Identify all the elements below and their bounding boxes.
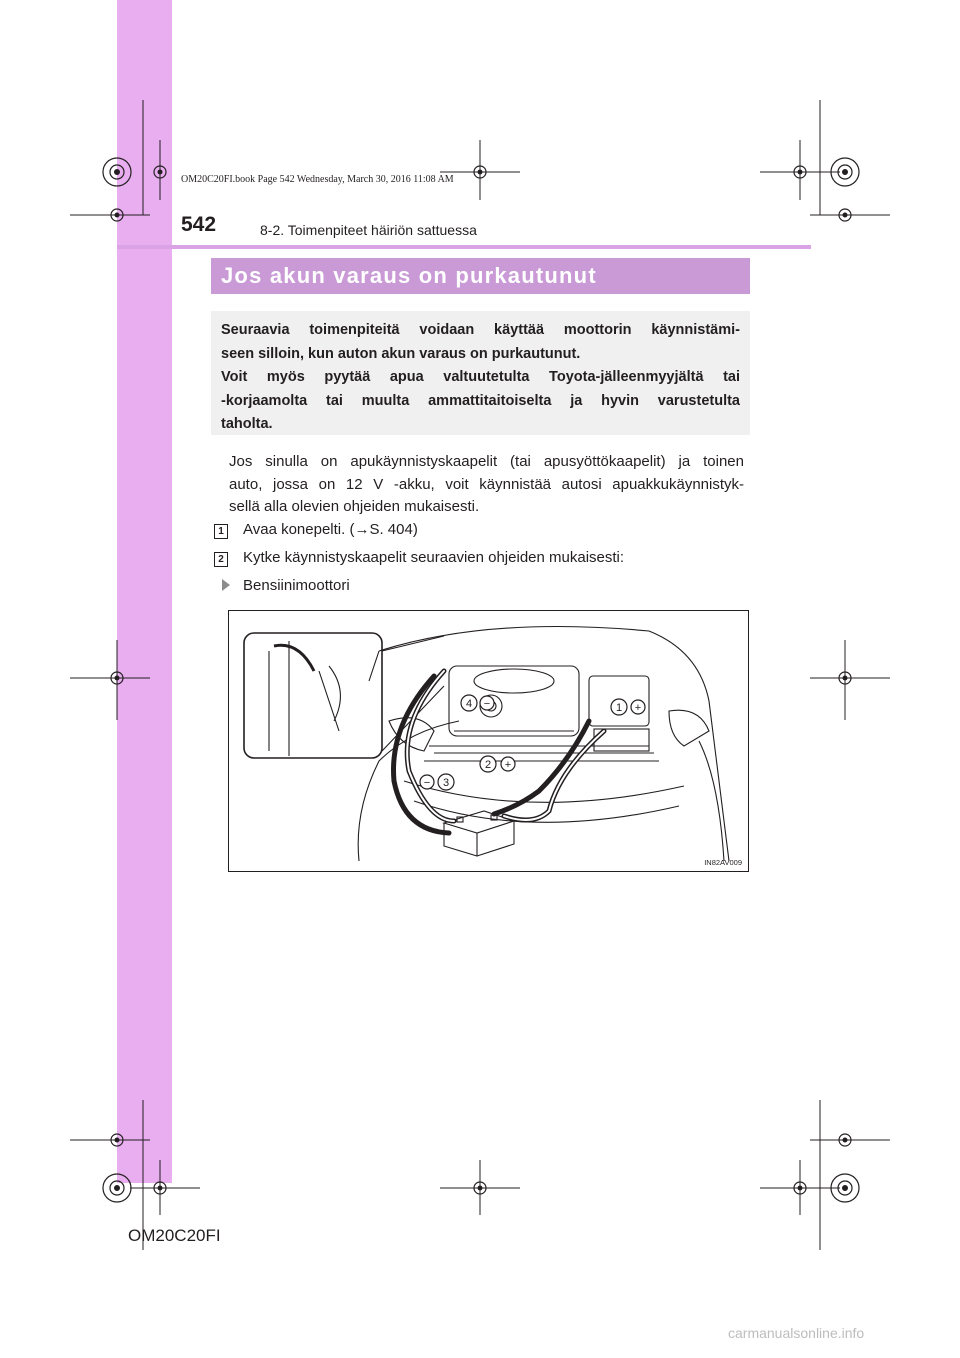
intro-line: -korjaamolta tai muulta ammattitaitoiselta ja hyvin varustetulta [221, 392, 740, 409]
callout-4: 4 [465, 698, 473, 710]
intro-line: seen silloin, kun auton akun varaus on purkautunut. [221, 345, 581, 362]
intro-line: taholta. [221, 416, 273, 432]
polarity-plus-2: + [504, 759, 512, 771]
polarity-minus-4: − [483, 698, 491, 710]
callout-3: 3 [442, 777, 450, 789]
bullet-label: Bensiinimoottori [243, 577, 350, 594]
page-number: 542 [181, 213, 217, 236]
bullet-arrow-icon [222, 579, 230, 591]
step-number-2: 2 [214, 552, 228, 567]
step-number-1: 1 [214, 524, 228, 539]
section-title: Jos akun varaus on purkautunut [211, 258, 750, 294]
callout-1: 1 [615, 702, 623, 714]
step-text-2: Kytke käynnistyskaapelit seuraavien ohjeiden mukaisesti: [243, 549, 625, 566]
callout-2: 2 [484, 759, 492, 771]
jump-start-illustration [228, 610, 749, 872]
engine-bay-drawing [229, 611, 748, 871]
polarity-minus-3: − [423, 777, 431, 789]
body-line: sellä alla olevien ohjeiden mukaisesti. [229, 498, 480, 515]
header-rule [117, 245, 811, 249]
watermark: carmanualsonline.info [728, 1325, 865, 1341]
footer-code: OM20C20FI [128, 1226, 221, 1245]
running-head: 8-2. Toimenpiteet häiriön sattuessa [260, 222, 477, 238]
intro-line: Seuraavia toimenpiteitä voidaan käyttää moottorin käynnistämi- [221, 322, 740, 338]
body-paragraph [229, 451, 744, 519]
book-info: OM20C20FI.book Page 542 Wednesday, March 30, 2016 11:08 AM [181, 174, 454, 185]
figure-code: IN82AV009 [704, 858, 742, 867]
intro-line: Voit myös pyytää apua valtuutetulta Toyota-jälleenmyyjältä tai [221, 369, 740, 385]
body-line: Jos sinulla on apukäynnistyskaapelit (tai apusyöttökaapelit) ja toinen [229, 453, 744, 470]
polarity-plus-1: + [634, 702, 642, 714]
intro-box [211, 311, 750, 435]
step-text-1: Avaa konepelti. (→S. 404) [243, 521, 418, 538]
body-line: auto, jossa on 12 V -akku, voit käynnistää autosi apuakkukäynnistyk- [229, 475, 744, 493]
